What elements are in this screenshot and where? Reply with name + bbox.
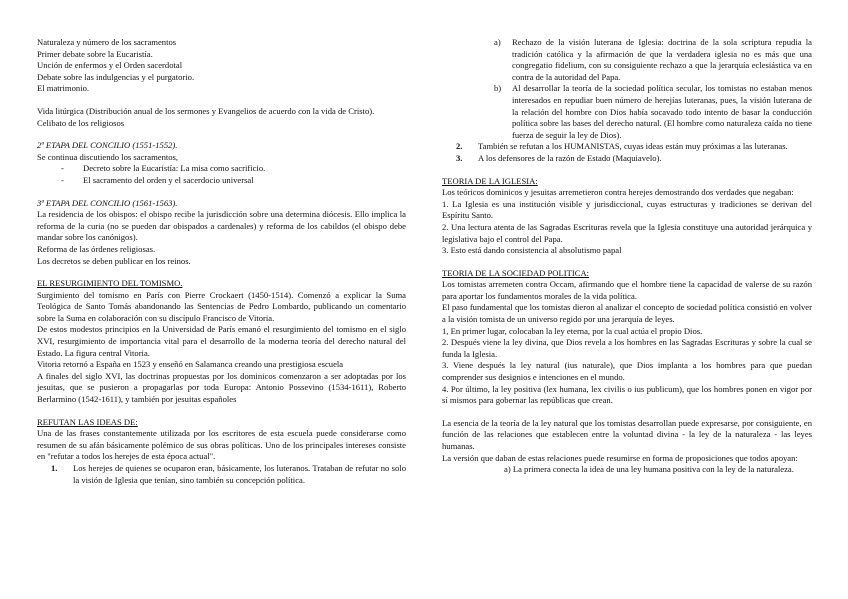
item-text: Al desarrollar la teoría de la sociedad política secular, los tomistas no estaban menos interesados en repudiar buen número de herejías luteranas, pues, la visión luterana de la relación del hombre con Dios había socavado todo intento de basar la conducción política sobre las bases del derecho natural. (El hombre como naturaleza caída no tiene fuerza de seguir la ley de Dios). [512, 83, 812, 140]
etapa2-heading: 2ª ETAPA DEL CONCILIO (1551-1552). [37, 140, 178, 151]
intro-line: Debate sobre las indulgencias y el purgatorio. [37, 71, 195, 82]
vida-liturgica-text: Vida litúrgica (Distribución anual de los sermones y Evangelios de acuerdo con la vida de Cristo). [37, 105, 375, 116]
intro-line: Primer debate sobre la Eucaristía. [37, 48, 153, 59]
etapa3-paragraph: Reforma de las órdenes religiosas. [37, 243, 156, 254]
etapa3-heading: 3ª ETAPA DEL CONCILIO (1561-1563). [37, 197, 178, 208]
resurgimiento-paragraph: A finales del siglo XVI, las doctrinas propuestas por los dominicos comenzaron a ser adoptadas por los jesuitas, que se pusieron a propagarlas por toda Europa: Antonio Possevino (1534-1611), Roberto Berlarmino (1542-1611), y también por jesuitas españoles [37, 370, 406, 405]
teoria-sociedad-heading: TEORIA DE LA SOCIEDAD POLITICA: [442, 267, 590, 278]
item-label: b) [494, 83, 502, 94]
item-label: a) [494, 37, 501, 47]
sub-list [442, 37, 812, 141]
teoria-sociedad-point: 2. Después viene la ley divina, que Dios revela a los hombres en las Sagradas Escrituras y sobre la cual se funda la Iglesia. [442, 337, 812, 359]
teoria-sociedad-paragraph: Los tomistas arremeten contra Occam, afirmando que el hombre tiene la capacidad de valerse de su razón para aportar los fundamentos morales de la vida política. [442, 279, 812, 301]
teoria-sociedad-paragraph: El paso fundamental que los tomistas dieron al analizar el concepto de sociedad política consistió en volver a la visión tomista de un universo regido por una jerarquía de leyes. [442, 302, 812, 325]
list-item [442, 83, 812, 141]
resurgimiento-paragraph: Vitoria retornó a España en 1523 y enseñó en Salamanca creando una prestigiosa escuela [37, 359, 344, 370]
esencia-paragraph: La versión que daban de estas relaciones puede resumirse en forma de proposiciones que todos apoyan: [442, 452, 798, 463]
item-text: Rechazo de la visión luterana de Iglesia: doctrina de la sola scriptura repudia la tradición católica y la afirmación de que la verdadera iglesia no es más que una congregatio fidelium, con su consiguiente rechazo a que la jerarquía eclesiástica va en contra de la autoridad del Papa. [512, 37, 812, 82]
item-text: Los herejes de quienes se ocuparon eran, básicamente, los luteranos. Trataban de refutar no solo la visión de Iglesia que tenían, sino también su concepción política. [73, 463, 406, 485]
item-number: 2. [456, 141, 463, 152]
list-item [442, 153, 812, 165]
list-item [442, 141, 812, 153]
resurgimiento-paragraph: De estos modestos principios en la Universidad de París emanó el resurgimiento del tomismo en el siglo XVI, resurgimiento de importancia vital para el desarrollo de la moderna teoría del derecho natural del Estado. La figura central Vitoria. [37, 324, 406, 358]
item-text: También se refutan a los HUMANISTAS, cuyas ideas están muy próximas a las luteranas. [478, 141, 788, 152]
esencia-item-a: a) La primera conecta la idea de una ley humana positiva con la ley de la naturaleza. [504, 464, 794, 475]
intro-line: Unción de enfermos y el Orden sacerdotal [37, 60, 183, 71]
resurgimiento-heading: EL RESURGIMIENTO DEL TOMISMO. [37, 278, 183, 289]
esencia-paragraph: La esencia de la teoría de la ley natural que los tomistas desarrollan puede expresarse, por consiguiente, en función de las relaciones que establecen entre la voluntad divina - la ley de la naturaleza - las leyes humanas. [442, 417, 812, 451]
numbered-list [442, 141, 812, 164]
teoria-sociedad-point: 3. Viene después la ley natural (ius naturale), que Dios implanta a los hombres para que puedan comprender sus designios e intenciones en el mundo. [442, 360, 812, 383]
intro-line: Naturaleza y número de los sacramentos [37, 37, 177, 47]
refutan-list [37, 463, 406, 486]
refutan-paragraph: Una de las frases constantemente utilizada por los escritores de esta escuela puede considerarse como resumen de su afán básicamente polémico de sus obras políticas. Uno de los principales intereses consiste en "refutar a todos los herejes de esta época actual". [37, 428, 406, 462]
teoria-iglesia-point: 3. Esto está dando consistencia al absolutismo papal [442, 245, 622, 256]
list-item: - El sacramento del orden y el sacerdocio universal [61, 175, 406, 187]
etapa2-intro: Se continua discutiendo los sacramentos, [37, 151, 179, 162]
list-item [37, 463, 406, 486]
resurgimiento-paragraph: Surgimiento del tomismo en París con Pierre Crockaert (1450-1514). Comenzó a explicar la Suma Teológica de Santo Tomás abandonando las Sentencias de Pedro Lombardo, publicando un comentario sobre la Suma en colaboración con su discípulo Francisco de Vitoria. [37, 289, 406, 323]
item-number: 1. [51, 463, 58, 473]
list-item: - Decreto sobre la Eucaristía: La misa como sacrificio. [61, 163, 406, 175]
etapa3-paragraph: Los decretos se deben publicar en los reinos. [37, 255, 191, 266]
teoria-sociedad-point: 4. Por último, la ley positiva (lex humana, lex civilis o ius publicum), que los hombres ponen en vigor por sí mismos para gobernar las repúblicas que crean. [442, 383, 812, 406]
left-column [37, 37, 406, 486]
list-item [442, 37, 812, 83]
teoria-iglesia-point: 1. La Iglesia es una institución visible y jurisdiccional, cuyas estructuras y tradiciones se derivan del Espíritu Santo. [442, 198, 812, 221]
right-column [442, 37, 812, 476]
teoria-iglesia-intro: Los teóricos dominicos y jesuitas arremetieron contra herejes demostrando dos verdades que negaban: [442, 187, 794, 198]
teoria-iglesia-point: 2. Una lectura atenta de las Sagradas Escrituras revela que la Iglesia constituye una autoridad jerárquica y legislativa bajo el control del Papa. [442, 221, 812, 244]
refutan-heading: REFUTAN LAS IDEAS DE: [37, 416, 138, 427]
etapa3-paragraph: La residencia de los obispos: el obispo recibe la jurisdicción sobre una determina diócesis. Ello implica la reforma de la curia (no se pueden dar obispados a cardenales) y reforma de los cabildos (el obispo debe mandar sobre los canónigos). [37, 209, 406, 243]
item-text: A los defensores de la razón de Estado (Maquiavelo). [478, 152, 662, 163]
teoria-sociedad-point: 1, En primer lugar, colocaban la ley eterna, por la cual actúa el propio Dios. [442, 325, 703, 336]
intro-line: El matrimonio. [37, 83, 90, 94]
item-number: 3. [456, 152, 463, 163]
etapa2-list [37, 163, 406, 186]
celibato-text: Celibato de los religiosos [37, 117, 125, 128]
teoria-iglesia-heading: TEORIA DE LA IGLESIA: [442, 175, 538, 186]
